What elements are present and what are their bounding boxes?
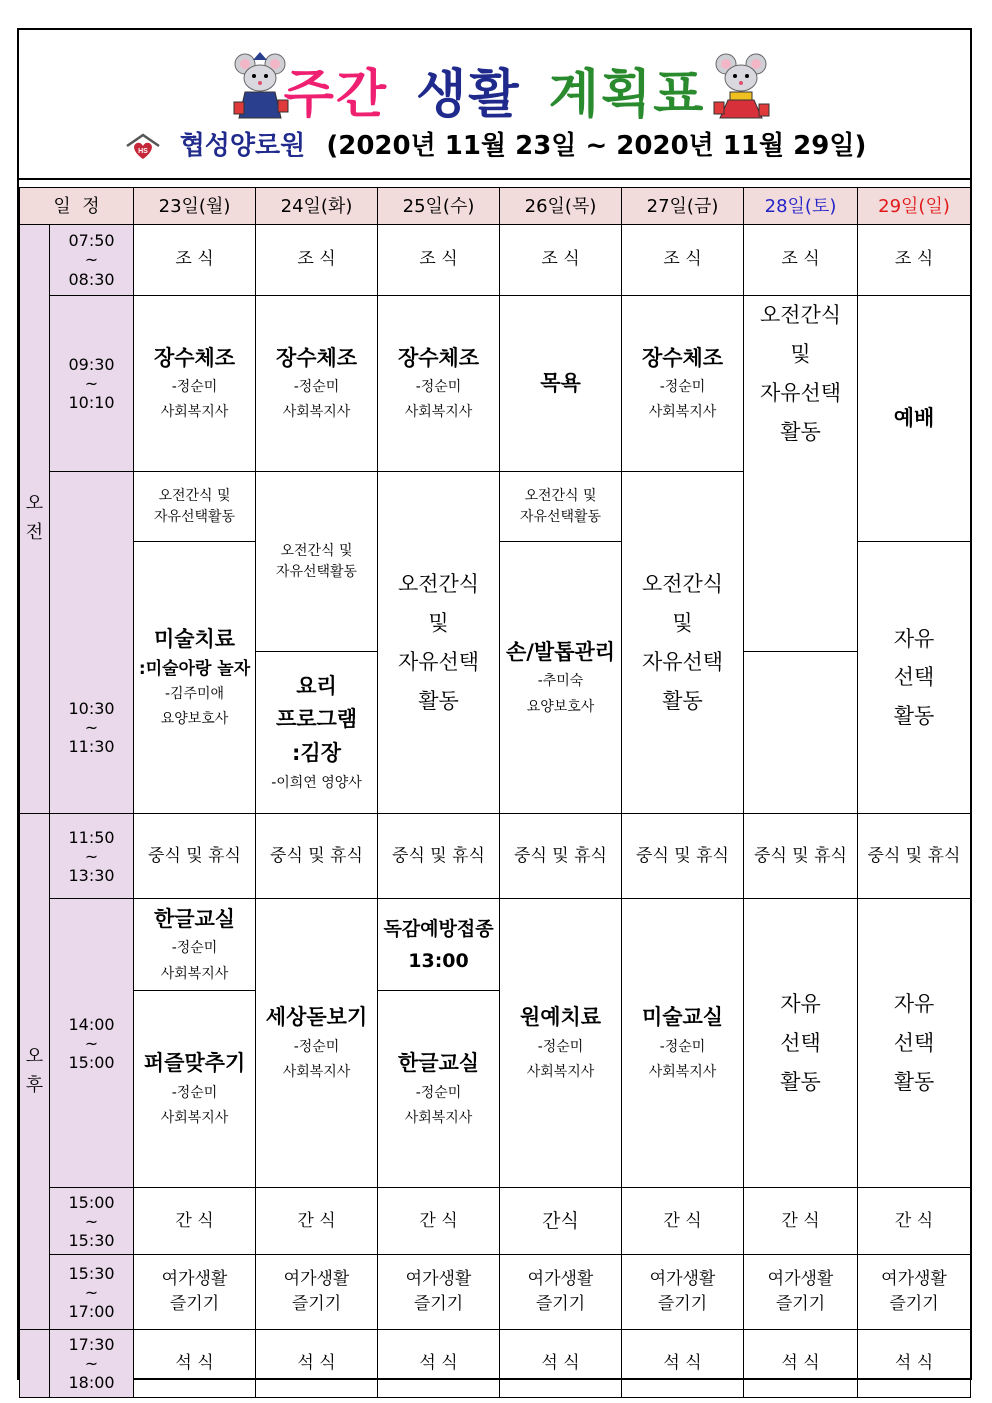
cell-lunch: 중식 및 휴식: [622, 814, 744, 899]
cell-korean-class-mon: [134, 899, 256, 991]
cell-leisure: 여가생활 즐기기: [378, 1255, 500, 1330]
cell-exercise-tue: [256, 296, 378, 472]
cell-snack: 간 식: [858, 1188, 971, 1255]
cell-free-activity-sat: [744, 899, 858, 1188]
cell-world-care-tue: [256, 899, 378, 1188]
house-logo-icon: [123, 132, 163, 162]
cell-dinner: 석 식: [134, 1330, 256, 1398]
instructor-role: 요양보호사: [160, 711, 229, 728]
instructor-role: 사회복지사: [404, 1110, 473, 1127]
cell-hand-care-thu: [500, 542, 622, 814]
cell-breakfast: 조 식: [256, 225, 378, 296]
activity-subtitle: :미술아랑 놀자: [138, 658, 251, 679]
activity-title: 퍼즐맞추기: [143, 1051, 246, 1076]
activity-title: 한글교실: [397, 1051, 480, 1076]
activity-title: 오전간식 및 자유선택 활동: [397, 572, 480, 713]
cell-breakfast: 조 식: [134, 225, 256, 296]
activity-title: 장수체조: [641, 345, 724, 370]
cell-free-activity-sun: [858, 542, 971, 814]
header-day-sun: 29일(일): [858, 188, 971, 225]
time-slot-2: 09:30 ~ 10:10: [50, 296, 134, 472]
activity-title: 원예치료: [519, 1005, 602, 1030]
header-day-tue: 24일(화): [256, 188, 378, 225]
activity-title: 장수체조: [397, 345, 480, 370]
cell-leisure: 여가생활 즐기기: [134, 1255, 256, 1330]
time-slot-5: 14:00 ~ 15:00: [50, 899, 134, 1188]
period-pm-tail: [20, 1330, 50, 1398]
cell-lunch: 중식 및 휴식: [858, 814, 971, 899]
cell-am-snack-mon: 오전간식 및 자유선택활동: [134, 472, 256, 542]
instructor-role: 사회복지사: [282, 1064, 351, 1081]
activity-title: 자유 선택 활동: [893, 626, 935, 729]
cell-dinner: 석 식: [622, 1330, 744, 1398]
date-range: (2020년 11월 23일 ~ 2020년 11월 29일): [326, 131, 867, 161]
activity-title: 장수체조: [153, 345, 236, 370]
cell-leisure: 여가생활 즐기기: [622, 1255, 744, 1330]
cell-leisure: 여가생활 즐기기: [256, 1255, 378, 1330]
activity-title: 목욕: [540, 370, 581, 395]
period-am: 오 전: [20, 225, 50, 814]
cell-breakfast: 조 식: [500, 225, 622, 296]
cell-breakfast: 조 식: [744, 225, 858, 296]
cell-worship-sun: [858, 296, 971, 542]
cell-snack: 간 식: [622, 1188, 744, 1255]
activity-title: 자유 선택 활동: [893, 992, 935, 1094]
instructor: -정순미: [171, 1084, 218, 1101]
time-slot-6: 15:00 ~ 15:30: [50, 1188, 134, 1255]
activity-title: 미술교실: [641, 1005, 724, 1030]
page-title: [19, 52, 970, 127]
instructor: -정순미: [537, 1038, 584, 1055]
title-word-2: 생활: [416, 65, 521, 125]
instructor-role: 사회복지사: [160, 1110, 229, 1127]
instructor: -정순미: [415, 1084, 462, 1101]
activity-title: 자유 선택 활동: [780, 992, 821, 1094]
cell-exercise-wed: [378, 296, 500, 472]
cell-lunch: 중식 및 휴식: [500, 814, 622, 899]
header-day-mon: 23일(월): [134, 188, 256, 225]
cell-lunch: 중식 및 휴식: [744, 814, 858, 899]
instructor: -정순미: [415, 379, 462, 396]
cell-dinner: 석 식: [378, 1330, 500, 1398]
time-slot-7: 15:30 ~ 17:00: [50, 1255, 134, 1330]
cell-gardening-thu: [500, 899, 622, 1188]
cell-bath-thu: [500, 296, 622, 472]
page-subtitle: [19, 125, 970, 162]
cell-art-class-fri: [622, 899, 744, 1188]
cell-breakfast: 조 식: [378, 225, 500, 296]
cell-dinner: 석 식: [256, 1330, 378, 1398]
cell-am-snack-fri: [622, 472, 744, 814]
cell-dinner: 석 식: [858, 1330, 971, 1398]
instructor: -정순미: [171, 940, 218, 957]
cell-snack: 간 식: [744, 1188, 858, 1255]
logo-text: HS: [137, 147, 148, 155]
cell-lunch: 중식 및 휴식: [256, 814, 378, 899]
cell-cooking-tue: [256, 652, 378, 814]
cell-art-therapy-mon: [134, 542, 256, 814]
cell-snack: 간식: [500, 1188, 622, 1255]
cell-lunch: 중식 및 휴식: [378, 814, 500, 899]
cell-am-snack-tue: 오전간식 및 자유선택활동: [256, 472, 378, 652]
cell-exercise-fri: [622, 296, 744, 472]
cell-free-activity-sun: [858, 899, 971, 1188]
activity-title: 요리 프로그램 :김장: [275, 673, 358, 766]
cell-dinner: 석 식: [744, 1330, 858, 1398]
header-day-fri: 27일(금): [622, 188, 744, 225]
time-slot-4: 11:50 ~ 13:30: [50, 814, 134, 899]
title-word-3: 계획표: [548, 65, 706, 125]
time-slot-8: 17:30 ~ 18:00: [50, 1330, 134, 1398]
cell-puzzle-mon: [134, 991, 256, 1188]
activity-title: 한글교실: [153, 906, 236, 931]
instructor: -정순미: [171, 379, 218, 396]
instructor: -정순미: [293, 379, 340, 396]
cell-am-snack-sat: [744, 296, 858, 652]
cell-flu-shot-wed: 독감예방접종 13:00: [378, 899, 500, 991]
cell-am-snack-thu: 오전간식 및 자유선택활동: [500, 472, 622, 542]
cell-snack: 간 식: [134, 1188, 256, 1255]
time-slot-1: 07:50 ~ 08:30: [50, 225, 134, 296]
activity-title: 예배: [893, 405, 935, 430]
cell-snack: 간 식: [378, 1188, 500, 1255]
activity-title: 세상돋보기: [265, 1005, 368, 1030]
activity-title: 오전간식 및 자유선택 활동: [641, 572, 724, 713]
instructor-role: 사회복지사: [282, 404, 351, 421]
cell-breakfast: 조 식: [858, 225, 971, 296]
instructor-role: 사회복지사: [648, 1064, 717, 1081]
activity-title: 손/발톱관리: [505, 639, 616, 664]
period-pm: 오 후: [20, 814, 50, 1330]
instructor: -추미숙: [537, 673, 584, 690]
instructor-role: 사회복지사: [160, 404, 229, 421]
schedule-table: [19, 187, 971, 1398]
header-day-sat: 28일(토): [744, 188, 858, 225]
activity-title: 미술치료: [153, 627, 236, 652]
cell-exercise-mon: [134, 296, 256, 472]
cell-am-snack-wed: [378, 472, 500, 814]
header-day-wed: 25일(수): [378, 188, 500, 225]
cell-leisure: 여가생활 즐기기: [744, 1255, 858, 1330]
instructor-role: 요양보호사: [526, 698, 595, 715]
instructor-role: 사회복지사: [526, 1064, 595, 1081]
cell-breakfast: 조 식: [622, 225, 744, 296]
activity-title: 장수체조: [275, 345, 358, 370]
instructor: -이희연 영양사: [271, 774, 362, 791]
cell-snack: 간 식: [256, 1188, 378, 1255]
page-header: [19, 30, 970, 180]
instructor-role: 사회복지사: [160, 965, 229, 982]
instructor-role: 사회복지사: [404, 404, 473, 421]
instructor: -정순미: [659, 1038, 706, 1055]
cell-leisure: 여가생활 즐기기: [500, 1255, 622, 1330]
cell-korean-class-wed: [378, 991, 500, 1188]
instructor: -정순미: [293, 1038, 340, 1055]
cell-dinner: 석 식: [500, 1330, 622, 1398]
cell-leisure: 여가생활 즐기기: [858, 1255, 971, 1330]
instructor-role: 사회복지사: [648, 404, 717, 421]
cell-lunch: 중식 및 휴식: [134, 814, 256, 899]
header-day-thu: 26일(목): [500, 188, 622, 225]
activity-title: 오전간식 및 자유선택 활동: [759, 303, 842, 444]
header-schedule: 일 정: [20, 188, 134, 225]
instructor: -정순미: [659, 379, 706, 396]
title-word-1: 주간: [283, 65, 389, 125]
instructor: -김주미애: [164, 686, 225, 703]
time-slot-3: 10:30 ~ 11:30: [50, 472, 134, 814]
org-name: 협성양로원: [179, 131, 306, 161]
